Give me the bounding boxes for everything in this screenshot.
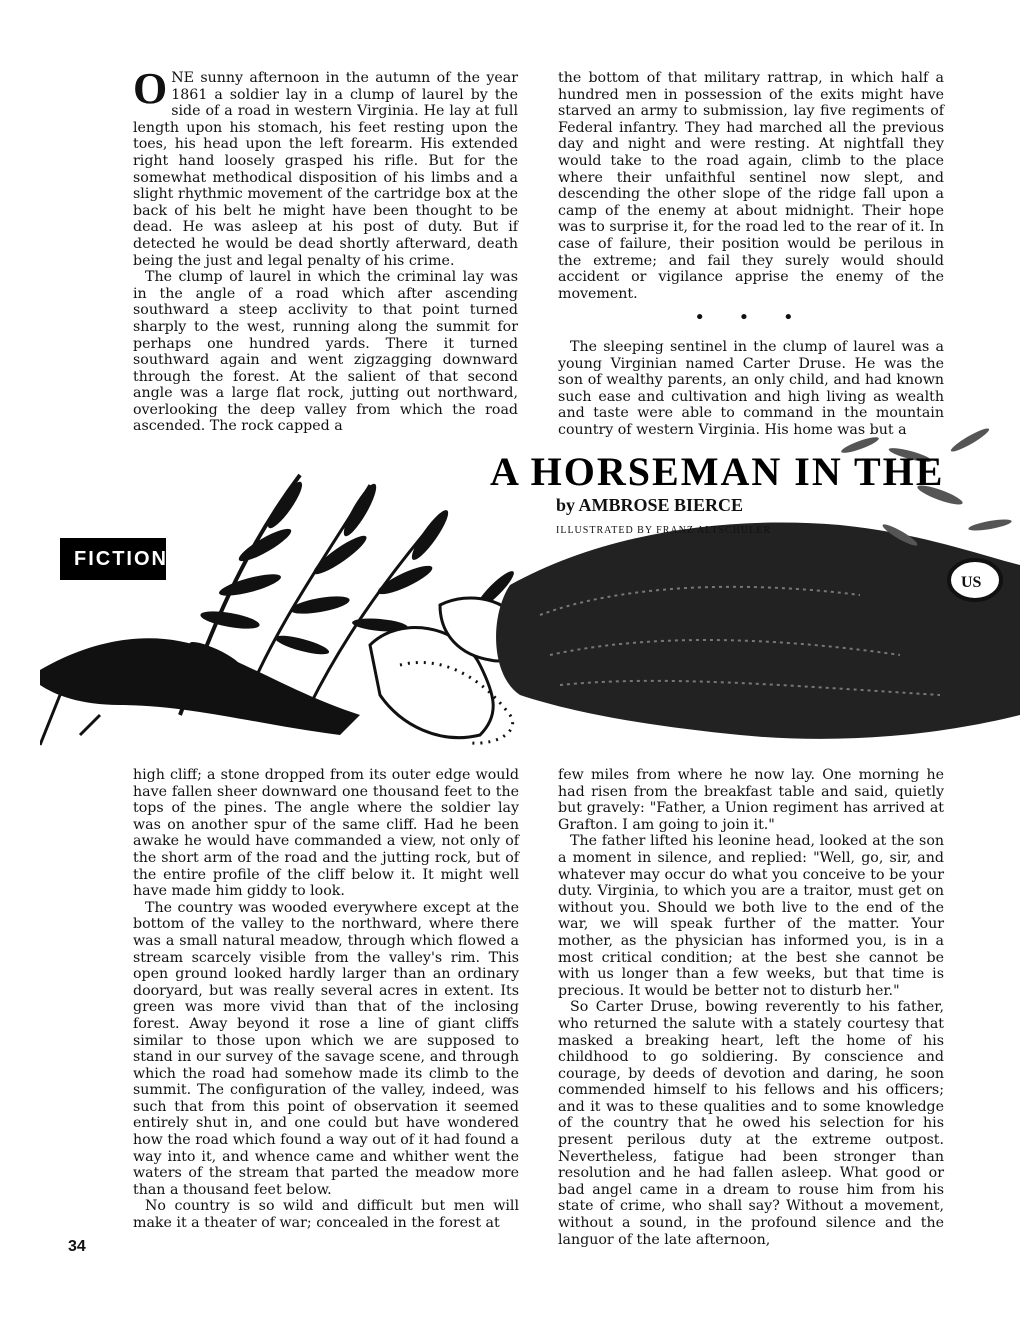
paragraph: high cliff; a stone dropped from its outer edge would have fallen sheer downward one thousand feet to the tops of the pines. The angle where the soldier lay was on another spur of the same cliff. Had he been awake he would have commanded a view, not only of the short arm of the road and the jutting rock, but of the entire profile of the cliff below it. It might well have made him giddy to look. [133, 767, 519, 900]
article-byline: by AMBROSE BIERCE [556, 495, 744, 515]
column-bottom-right [558, 767, 944, 1248]
section-separator: • • • [694, 307, 808, 329]
section-label-fiction: FICTION [60, 538, 166, 580]
column-top-left [133, 64, 518, 435]
paragraph: the bottom of that military rattrap, in which half a hundred men in possession of the exits might have starved an army to submission, lay five regiments of Federal infantry. They had marched all the previous day and night and were resting. At nightfall they would take to the road again, climb to the place where their unfaithful sentinel now slept, and descending the other slope of the ridge fall upon a camp of the enemy at about midnight. Their hope was to surprise it, for the road led to the rear of it. In case of failure, their position would be perilous in the extreme; and fail they surely would should accident or vigilance apprise the enemy of the movement. [558, 70, 944, 302]
paragraph: few miles from where he now lay. One morning he had risen from the breakfast table and said, quietly but gravely: "Father, a Union regiment has arrived at Grafton. I am going to join it." [558, 767, 944, 833]
column-top-right [558, 70, 944, 438]
illustrator-credit: ILLUSTRATED BY FRANZ ALTSCHULER [556, 525, 771, 536]
paragraph: The clump of laurel in which the criminal lay was in the angle of a road which after ascending southward a steep acclivity to that point turned sharply to the west, running along the summit for perhaps one hundred yards. There it turned southward again and went zigzagging downward through the forest. At the salient of that second angle was a large flat rock, jutting out northward, overlooking the deep valley from which the road ascended. The rock capped a [133, 269, 518, 435]
paragraph: The father lifted his leonine head, looked at the son a moment in silence, and replied: "Well, go, sir, and whatever may occur do what you conceive to be your duty. Virginia, to which you are a traitor, must get on without you. Should we both live to the end of the war, we will speak further of the matter. Your mother, as the physician has informed you, is in a most critical condition; at the best she cannot be with us longer than a few weeks, but that time is precious. It would be better not to disturb her." [558, 833, 944, 999]
drop-cap: O [133, 64, 168, 113]
column-bottom-left [133, 767, 519, 1232]
article-title: A HORSEMAN IN THE [490, 449, 945, 494]
paragraph: The sleeping sentinel in the clump of laurel was a young Virginian named Carter Druse. He was the son of wealthy parents, an only child, and had known such ease and cultivation and high living as wealth and taste were able to command in the mountain country of western Virginia. His home was but a [558, 338, 944, 438]
page-number: 34 [68, 1238, 86, 1255]
paragraph: The country was wooded everywhere except at the bottom of the valley to the northward, where there was a small natural meadow, through which flowed a stream scarcely visible from the valley's rim. This open ground looked hardly larger than an ordinary dooryard, but was really several acres in extent. Its green was more vivid than that of the inclosing forest. Away beyond it rose a line of giant cliffs similar to those upon which we are supposed to stand in our survey of the savage scene, and through which the road had somehow made its climb to the summit. The configuration of the valley, indeed, was such that from this point of observation it seemed entirely shut in, and one could but have wondered how the road which found a way out of it had found a way into it, and whence came and whither went the waters of the stream that parted the meadow more than a thousand feet below. [133, 899, 519, 1198]
svg-text:US: US [961, 574, 982, 591]
paragraph: No country is so wild and difficult but men will make it a theater of war; concealed in the forest at [133, 1198, 519, 1232]
paragraph: ONE sunny afternoon in the autumn of the year 1861 a soldier lay in a clump of laurel by the side of a road in western Virginia. He lay at full length upon his stomach, his feet resting upon the toes, his head upon the left forearm. His extended right hand loosely grasped his rifle. But for the somewhat methodical disposition of his limbs and a slight rhythmic movement of the cartridge box at the back of his belt he might have been thought to be dead. He was asleep at his post of duty. But if detected he would be dead shortly afterward, death being the just and legal penalty of his crime. [133, 64, 518, 269]
paragraph: So Carter Druse, bowing reverently to his father, who returned the salute with a stately courtesy that masked a breaking heart, left the home of his childhood to go soldiering. By conscience and courage, by deeds of devotion and daring, he soon commended himself to his fellows and his officers; and it was to these qualities and to some knowledge of the country that he owed his selection for his present perilous duty at the extreme outpost. Nevertheless, fatigue had been stronger than resolution and he had fallen asleep. What good or bad angel came in a dream to rouse him from his state of crime, who shall say? Without a movement, without a sound, in the profound silence and the languor of the late afternoon, [558, 999, 944, 1248]
